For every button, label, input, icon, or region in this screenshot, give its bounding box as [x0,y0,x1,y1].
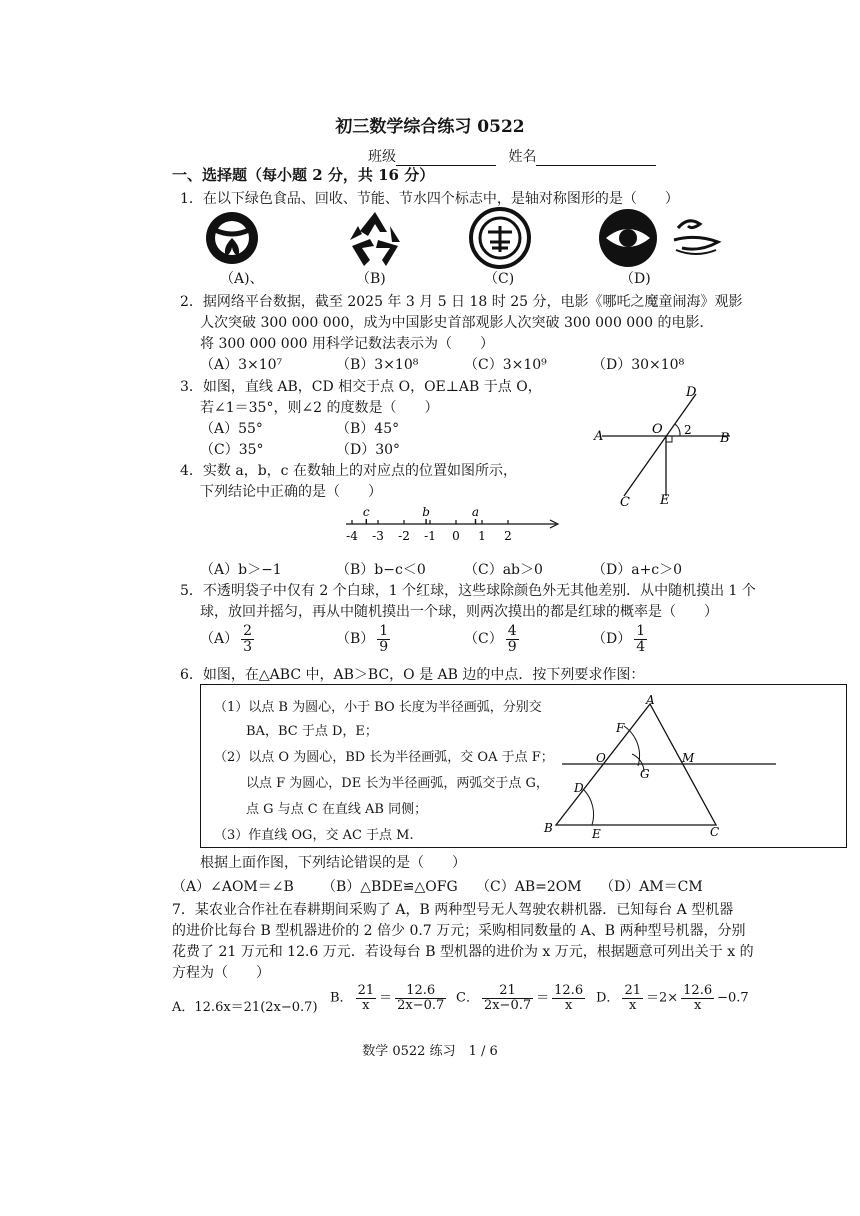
q6-step-1b: BA，BC 于点 D，E； [246,724,378,739]
q5-option-c [464,624,522,654]
q5-line1: 5．不透明袋子中仅有 2 个白球，1 个红球，这些球除颜色外无其他差别．从中随机摸出 1 个 [180,583,756,599]
q7-c-left-den: 2x−0.7 [483,997,532,1013]
q7-option-a: A．12.6x＝21(2x−0.7) [172,1000,318,1015]
recycle-logo-icon [340,206,410,270]
right-angle-mark [666,436,672,442]
q7-line1: 7．某农业合作社在春耕期间采购了 A，B 两种型号无人驾驶农耕机器．已知每台 A 型机器 [172,902,734,918]
q4-line2: 下列结论中正确的是（ ） [200,484,382,500]
q6-step-2a: （2）以点 O 为圆心，BD 长为半径画弧，交 OA 于点 F； [214,750,554,765]
q6-triangle-figure [540,692,840,842]
q7-c-right-num: 12.6 [554,983,584,998]
q7-c-label: C． [456,990,479,1006]
q7-option-c: C． $\frac{21}{2x-0.7}$ ＝ $\frac{12.6}{x}$ [456,983,584,1013]
q4-option-a: （A）b＞−1 [200,562,282,578]
q3-option-c: （C）35° [200,442,264,458]
q6-step-3: （3）作直线 OG，交 AC 于点 M. [214,828,414,843]
tick-label: -1 [424,529,436,543]
q7-d-right-num: 12.6 [683,983,713,998]
q1-option-c: （C) [484,271,515,287]
tick-label: 0 [452,529,460,543]
label-c: C [710,825,720,839]
q5-a-denominator: 3 [243,638,253,655]
student-info-line [368,146,656,166]
tick-label: -3 [372,529,384,543]
arc-de [584,790,594,825]
q5-line2: 球，放回并摇匀，再从中随机摸出一个球，则两次摸出的都是红球的概率是（ ） [200,604,718,620]
label-c: C [620,495,630,510]
q2-line1: 2．据网络平台数据，截至 2025 年 3 月 5 日 18 时 25 分，电影《哪吒之魔童闹海》观影 [180,294,743,310]
q3-figure [590,384,740,510]
point-label-c: c [362,506,370,519]
q7-c-left-num: 21 [482,984,533,999]
q1-option-a: （A)、 [220,271,264,287]
label-f: F [616,721,625,735]
q4-option-c: （C）ab＞0 [464,562,543,578]
q5-option-a [200,624,257,654]
q7-d-mid: ＝2× [645,990,679,1006]
q2-option-b: （B）3×10⁸ [336,357,419,373]
q7-c-right-den: x [564,997,573,1013]
q4-option-d: （D）a+c＞0 [592,562,683,578]
arc-fg [624,726,640,766]
q5-option-b [336,624,393,654]
number-line-points [363,506,479,524]
point-label-b: b [422,506,430,519]
q5-option-d-label: （D） [592,631,632,648]
q2-option-a: （A）3×10⁷ [200,357,283,373]
q6-stem: 6．如图，在△ABC 中，AB＞BC，O 是 AB 边的中点．按下列要求作图： [180,667,645,683]
q7-b-label: B． [330,990,353,1006]
label-e: E [592,827,601,841]
q5-c-denominator: 9 [507,638,517,655]
label-b: B [544,821,553,835]
q7-b-right-den: 2x−0.7 [397,997,445,1013]
page-title: 初三数学综合练习 0522 [335,117,525,137]
label-b: B [720,431,730,446]
q7-b-left-den: x [362,997,370,1013]
number-line-figure [338,506,568,544]
q4-line1: 4．实数 a，b，c 在数轴上的对应点的位置如图所示， [180,463,517,479]
green-food-logo-icon [200,208,300,268]
q7-d-left-den: x [629,997,637,1013]
q2-option-c: （C）3×10⁹ [464,357,547,373]
q1-option-d: （D) [620,271,651,287]
q6-step-2c: 点 G 与点 C 在直线 AB 同侧； [246,802,428,817]
q4-option-b: （B）b−c＜0 [336,562,426,578]
q5-option-b-label: （B） [336,631,375,648]
q6-option-b: （B）△BDE≌△OFG [322,879,458,895]
q2-line3: 将 300 000 000 用科学记数法表示为（ ） [200,336,494,352]
q3-option-d: （D）30° [336,442,401,458]
q1-option-b: （B) [356,271,386,287]
q5-a-numerator: 2 [243,623,253,639]
q5-b-numerator: 1 [379,623,389,639]
q5-c-numerator: 4 [507,623,517,639]
label-e: E [660,493,670,508]
q5-d-numerator: 1 [636,623,646,639]
tick-label: -4 [346,529,358,543]
label-d: D [574,781,584,795]
q5-option-d [592,624,650,654]
class-label: 班级 [368,149,396,165]
q7-line4: 方程为（ ） [172,965,270,981]
page-footer: 数学 0522 练习 1 / 6 [362,1044,498,1059]
angle-2-arc [675,424,680,436]
q7-d-tail: −0.7 [717,990,749,1006]
q7-b-right-num: 12.6 [395,984,446,999]
q7-d-left-num: 21 [624,983,641,998]
q1-stem: 1．在以下绿色食品、回收、节能、节水四个标志中，是轴对称图形的是（ ） [180,191,679,207]
q3-option-a: （A）55° [200,421,263,437]
q7-option-d [596,984,749,1012]
q2-line2: 人次突破 300 000 000，成为中国影史首部观影人次突破 300 000 000 的电影． [200,315,714,331]
line-cd [624,394,696,496]
q7-option-b: B． $\frac{21}{x}$ ＝ $\frac{12.6}{2x-0.7}$ [330,983,445,1013]
section-heading: 一、选择题（每小题 2 分，共 16 分） [172,166,435,184]
q6-question: 根据上面作图，下列结论错误的是（ ） [200,855,466,871]
q7-d-right-den: x [693,997,702,1013]
label-d: D [686,385,697,400]
q3-line2: 若∠1＝35°，则∠2 的度数是（ ） [200,400,439,416]
label-angle-2: 2 [684,423,692,437]
q6-option-a: （A）∠AOM＝∠B [172,879,294,895]
q6-step-1a: （1）以点 B 为圆心，小于 BO 长度为半径画弧，分别交 [214,700,542,715]
tick-label: 2 [504,529,512,543]
q7-line2: 的进价比每台 B 型机器进价的 2 倍少 0.7 万元；采购相同数量的 A、B 两种型号机器，分别 [172,923,746,939]
tick-label: -2 [398,529,410,543]
q7-d-label: D． [596,990,620,1006]
tick-label: 1 [478,529,486,543]
label-o: O [596,751,606,765]
q2-option-d: （D）30×10⁸ [592,357,685,373]
q6-option-d: （D）AM＝CM [600,879,703,895]
q5-option-c-label: （C） [464,631,503,648]
q6-option-c: （C）AB=2OM [476,879,582,895]
q3-line1: 3．如图，直线 AB，CD 相交于点 O，OE⊥AB 于点 O， [180,379,542,395]
label-a: A [646,693,655,707]
q5-d-denominator: 4 [636,638,646,655]
water-saving-logo-icon [596,206,726,270]
q7-b-left-num: 21 [357,983,375,998]
q5-b-denominator: 9 [379,638,389,655]
label-a: A [594,429,604,444]
label-m: M [682,751,695,765]
point-label-a: a [471,506,480,519]
label-g: G [640,767,650,781]
q5-option-a-label: （A） [200,631,239,648]
q3-option-b: （B）45° [336,421,400,437]
label-o: O [652,422,663,437]
q6-step-2b: 以点 F 为圆心，DE 长为半径画弧，两弧交于点 G， [246,776,549,791]
energy-saving-logo-icon [468,206,532,270]
name-blank [536,151,656,166]
q7-line3: 花费了 21 万元和 12.6 万元．若设每台 B 型机器的进价为 x 万元，根据题意可列出关于 x 的 [172,944,754,960]
name-label: 姓名 [508,149,537,165]
